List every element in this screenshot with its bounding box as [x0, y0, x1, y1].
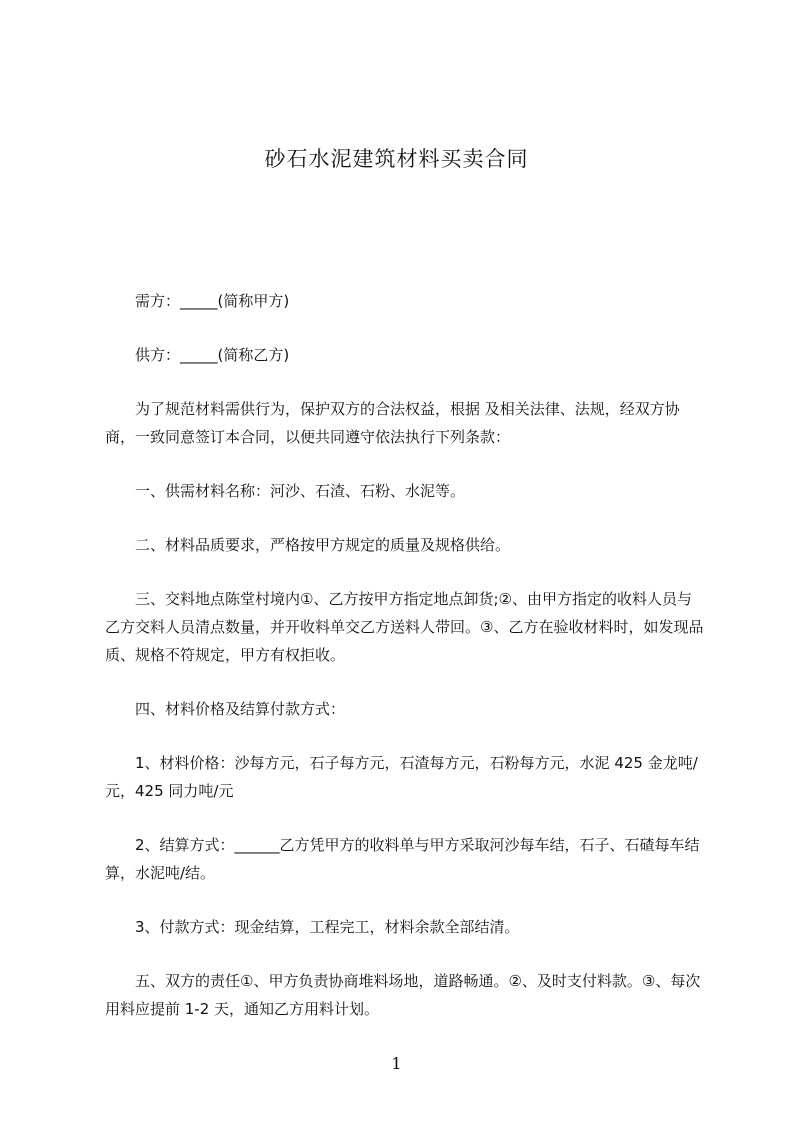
paragraph-payment: 3、付款方式：现金结算，工程完工，材料余款全部结清。: [135, 918, 520, 936]
paragraph-clause-2: 二、材料品质要求，严格按甲方规定的质量及规格供给。: [135, 536, 511, 554]
paragraph-clause-1: 一、供需材料名称：河沙、石渣、石粉、水泥等。: [135, 482, 466, 500]
paragraph-preamble: 为了规范材料需供行为，保护双方的合法权益，根据 及相关法律、法规，经双方协商，一致同意签订本合同，以便共同遵守依法执行下列条款：: [105, 400, 680, 446]
paragraph-buyer: 需方：_____(简称甲方): [135, 292, 290, 310]
page-number: 1: [391, 1054, 402, 1073]
paragraph-clause-4: 四、材料价格及结算付款方式：: [135, 700, 346, 718]
paragraph-supplier: 供方：_____(简称乙方): [135, 346, 290, 364]
paragraph-clause-3: 三、交料地点陈堂村境内①、乙方按甲方指定地点卸货;②、由甲方指定的收料人员与乙方交料人员清点数量，并开收料单交乙方送料人带回。③、乙方在验收材料时，如发现品质、规格不符规定，甲方有权拒收。: [105, 590, 704, 664]
paragraph-price: 1、材料价格：沙每方元，石子每方元，石渣每方元，石粉每方元，水泥 425 金龙吨/元，425 同力吨/元: [105, 754, 698, 800]
paragraph-settlement: 2、结算方式：______乙方凭甲方的收料单与甲方采取河沙每车结，石子、石碴每车结算，水泥吨/结。: [105, 836, 700, 882]
paragraph-clause-5: 五、双方的责任①、甲方负责协商堆料场地，道路畅通。②、及时支付料款。③、每次用料应提前 1-2 天，通知乙方用料计划。: [105, 972, 701, 1018]
document-body: [105, 287, 705, 1023]
document-title: 砂石水泥建筑材料买卖合同: [264, 147, 529, 171]
